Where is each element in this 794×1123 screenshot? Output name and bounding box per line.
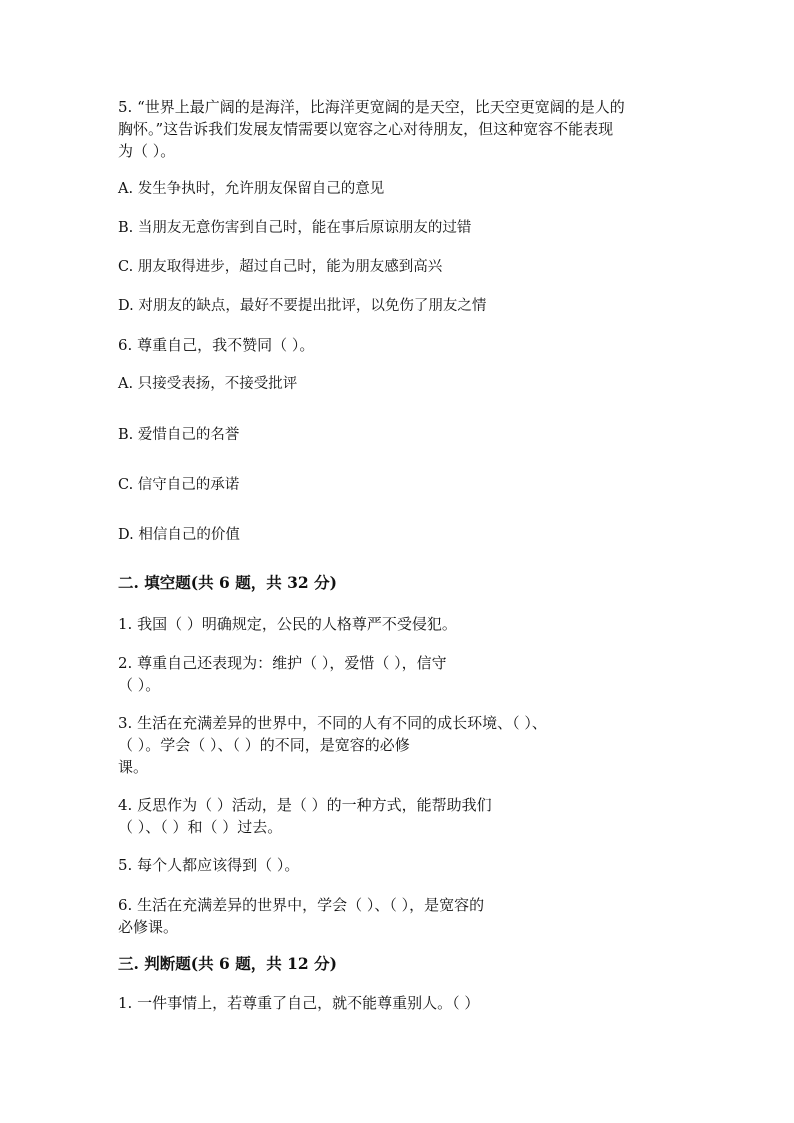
- judge-question-1: 1. 一件事情上，若尊重了自己，就不能尊重别人。（ ）: [118, 994, 480, 1012]
- question-5-option-d: D. 对朋友的缺点，最好不要提出批评，以免伤了朋友之情: [118, 298, 487, 314]
- fill-question-4-line-1: 4. 反思作为（ ）活动，是（ ）的一种方式，能帮助我们: [118, 796, 492, 814]
- question-5-stem-line-2: 胸怀。”这告诉我们发展友情需要以宽容之心对待朋友，但这种宽容不能表现: [118, 120, 614, 138]
- question-5-stem-line-1: 5. “世界上最广阔的是海洋，比海洋更宽阔的是天空，比天空更宽阔的是人的: [118, 98, 625, 116]
- fill-question-5: 5. 每个人都应该得到（ ）。: [118, 856, 300, 874]
- question-5-stem-line-3: 为（ ）。: [118, 142, 176, 160]
- fill-question-1: 1. 我国（ ）明确规定，公民的人格尊严不受侵犯。: [118, 615, 457, 633]
- question-6-option-a: A. 只接受表扬，不接受批评: [118, 376, 298, 392]
- fill-question-2-line-1: 2. 尊重自己还表现为：维护（ ），爱惜（ ），信守: [118, 654, 447, 672]
- fill-question-6-line-2: 必修课。: [118, 918, 179, 936]
- question-6-stem: 6. 尊重自己，我不赞同（ ）。: [118, 336, 315, 354]
- section-title-fill-blank: 二. 填空题(共 6 题，共 32 分): [118, 573, 337, 592]
- question-5-option-b: B. 当朋友无意伤害到自己时，能在事后原谅朋友的过错: [118, 220, 472, 236]
- section-title-true-false: 三. 判断题(共 6 题，共 12 分): [118, 954, 337, 973]
- question-6-option-b: B. 爱惜自己的名誉: [118, 427, 240, 443]
- fill-question-6-line-1: 6. 生活在充满差异的世界中，学会（ ）、（ ），是宽容的: [118, 896, 485, 914]
- question-6-option-c: C. 信守自己的承诺: [118, 477, 240, 493]
- question-5-option-c: C. 朋友取得进步，超过自己时，能为朋友感到高兴: [118, 259, 443, 275]
- fill-question-4-line-2: （ ）、（ ）和（ ）过去。: [118, 818, 283, 836]
- fill-question-3-line-1: 3. 生活在充满差异的世界中，不同的人有不同的成长环境、（ ）、: [118, 714, 547, 732]
- question-5-option-a: A. 发生争执时，允许朋友保留自己的意见: [118, 181, 385, 197]
- fill-question-3-line-3: 课。: [118, 758, 149, 776]
- fill-question-3-line-2: （ ）。学会（ ）、（ ）的不同，是宽容的必修: [118, 736, 410, 754]
- question-6-option-d: D. 相信自己的价值: [118, 527, 240, 543]
- fill-question-2-line-2: （ ）。: [118, 676, 161, 694]
